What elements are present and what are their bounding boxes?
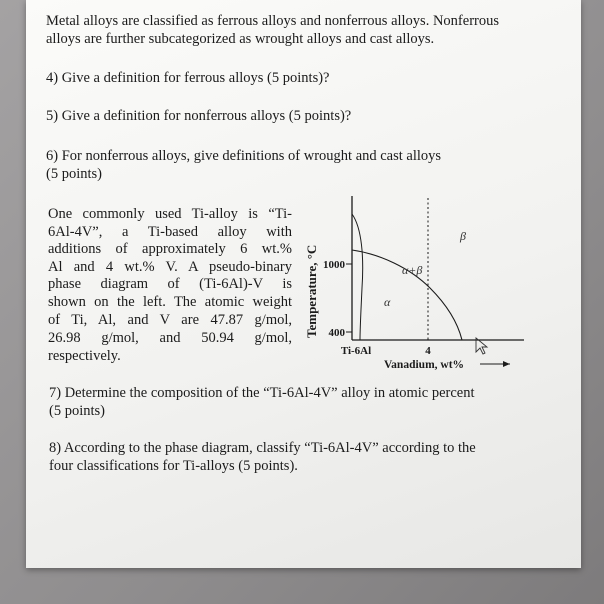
question-7-line-1: 7) Determine the composition of the “Ti-6Al-4V” alloy in atomic percent (49, 385, 475, 401)
question-4: 4) Give a definition for ferrous alloys (5 points)? (46, 70, 330, 86)
x-tick-label-4: 4 (425, 345, 431, 357)
question-6-line-2: (5 points) (46, 166, 102, 182)
intro-line-1: Metal alloys are classified as ferrous alloys and nonferrous alloys. Nonferrous (46, 13, 499, 29)
paragraph-line: 6Al-4V”, a Ti-based alloy with (48, 224, 292, 240)
phase-diagram (300, 188, 530, 378)
paragraph-line: Al and 4 wt.% V. A pseudo-binary (48, 259, 292, 275)
paragraph-line: respectively. (48, 348, 121, 364)
paragraph-line: of Ti, Al, and V are 47.87 g/mol, (48, 312, 292, 328)
question-6-line-1: 6) For nonferrous alloys, give definitions of wrought and cast alloys (46, 148, 442, 164)
paragraph-line: One commonly used Ti-alloy is “Ti- (48, 206, 292, 222)
paragraph-line: additions of approximately 6 wt.% (48, 241, 292, 257)
paragraph-line: phase diagram of (Ti-6Al)-V is (48, 276, 292, 292)
region-alpha-label: α (384, 295, 391, 309)
y-tick-label-1000: 1000 (323, 259, 345, 271)
question-8-line-2: four classifications for Ti-alloys (5 points). (49, 458, 298, 474)
x-axis-arrow-head (503, 361, 510, 367)
question-7-line-2: (5 points) (49, 403, 105, 419)
region-alpha-beta-label: α+β (402, 263, 423, 277)
paragraph-line: shown on the left. The atomic weight (48, 294, 292, 310)
y-axis-label: Temperature, °C (304, 244, 319, 338)
alpha-solvus-curve (352, 214, 363, 340)
y-tick-label-400: 400 (328, 327, 345, 339)
question-8-line-1: 8) According to the phase diagram, classify “Ti-6Al-4V” according to the (49, 440, 476, 456)
question-5: 5) Give a definition for nonferrous alloys (5 points)? (46, 108, 352, 124)
x-axis-label: Vanadium, wt% (383, 359, 465, 371)
paragraph-line: 26.98 g/mol, and 50.94 g/mol, (48, 330, 292, 346)
x-origin-label: Ti-6Al (340, 345, 372, 357)
intro-line-2: alloys are further subcategorized as wrought alloys and cast alloys. (46, 31, 435, 47)
region-beta-label: β (460, 229, 466, 243)
